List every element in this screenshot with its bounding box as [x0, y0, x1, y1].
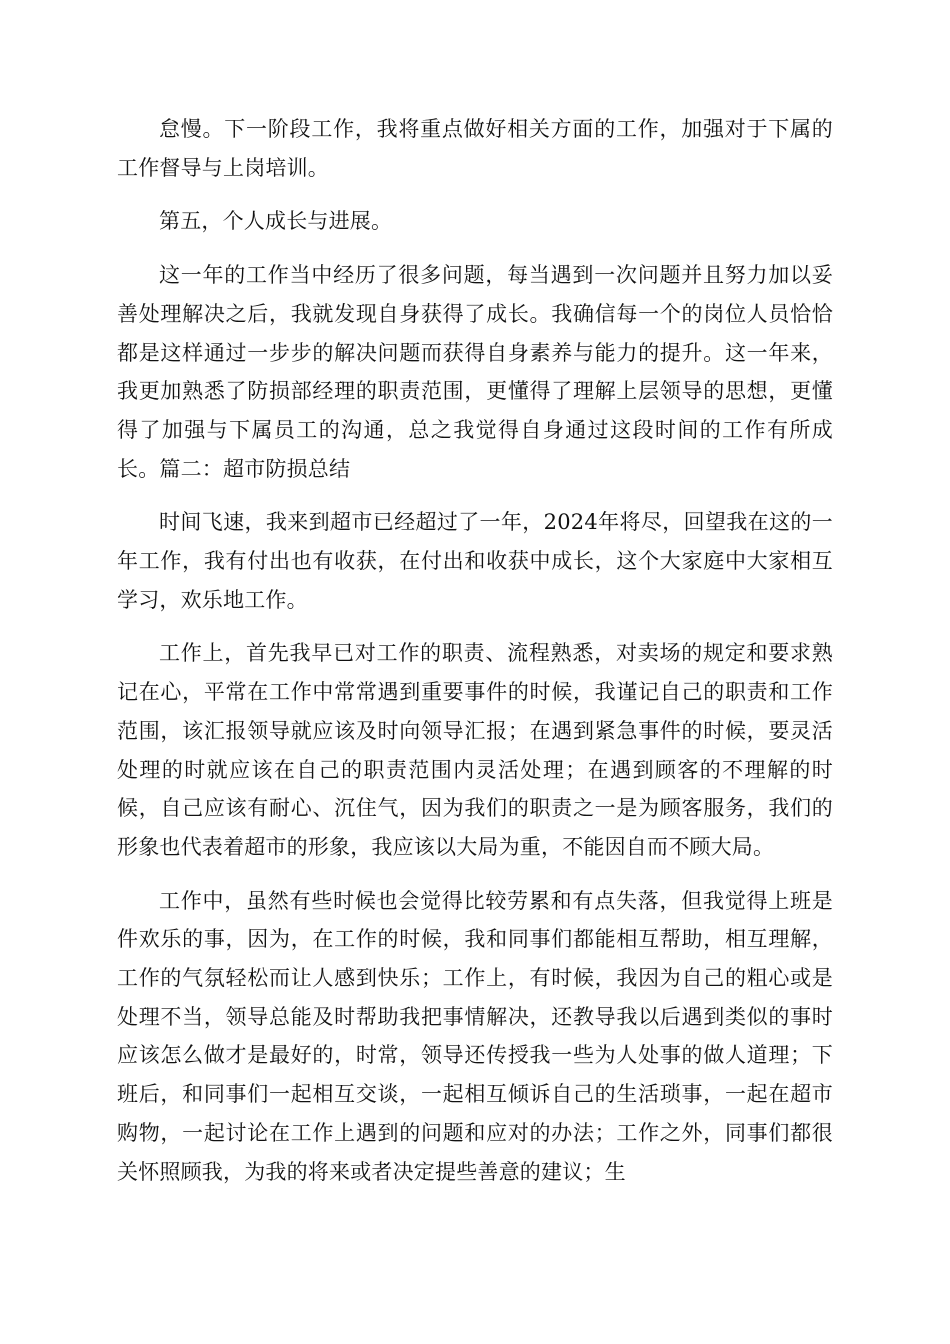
- document-body: [117, 110, 833, 1191]
- paragraph-time-flies: 时间飞速，我来到超市已经超过了一年，2024年将尽，回望我在这的一年工作，我有付出也有收获，在付出和收获中成长，这个大家庭中大家相互学习，欢乐地工作。: [117, 510, 833, 612]
- paragraph-continuation: 怠慢。下一阶段工作，我将重点做好相关方面的工作，加强对于下属的工作督导与上岗培训。: [117, 117, 833, 180]
- paragraph-section-heading: 第五，个人成长与进展。: [159, 209, 393, 234]
- paragraph-work-life: 工作中，虽然有些时候也会觉得比较劳累和有点失落，但我觉得上班是件欢乐的事，因为，在工作的时候，我和同事们都能相互帮助，相互理解，工作的气氛轻松而让人感到快乐；工作上，有时候，我因为自己的粗心或是处理不当，领导总能及时帮助我把事情解决，还教导我以后遇到类似的事时应该怎么做才是最好的，时常，领导还传授我一些为人处事的做人道理；下班后，和同事们一起相互交谈，一起相互倾诉自己的生活琐事，一起在超市购物，一起讨论在工作上遇到的问题和应对的办法；工作之外，同事们都很关怀照顾我，为我的将来或者决定提些善意的建议；生: [117, 888, 833, 1184]
- paragraph-personal-growth: 这一年的工作当中经历了很多问题，每当遇到一次问题并且努力加以妥善处理解决之后，我就发现自身获得了成长。我确信每一个的岗位人员恰恰都是这样通过一步步的解决问题而获得自身素养与能力的提升。这一年来，我更加熟悉了防损部经理的职责范围，更懂得了理解上层领导的思想，更懂得了加强与下属员工的沟通，总之我觉得自身通过这段时间的工作有所成长。篇二：超市防损总结: [117, 263, 833, 481]
- paragraph-work-duties: 工作上，首先我早已对工作的职责、流程熟悉，对卖场的规定和要求熟记在心，平常在工作中常常遇到重要事件的时候，我谨记自己的职责和工作范围，该汇报领导就应该及时向领导汇报；在遇到紧急事件的时候，要灵活处理的时就应该在自己的职责范围内灵活处理；在遇到顾客的不理解的时候，自己应该有耐心、沉住气，因为我们的职责之一是为顾客服务，我们的形象也代表着超市的形象，我应该以大局为重，不能因自而不顾大局。: [117, 641, 833, 859]
